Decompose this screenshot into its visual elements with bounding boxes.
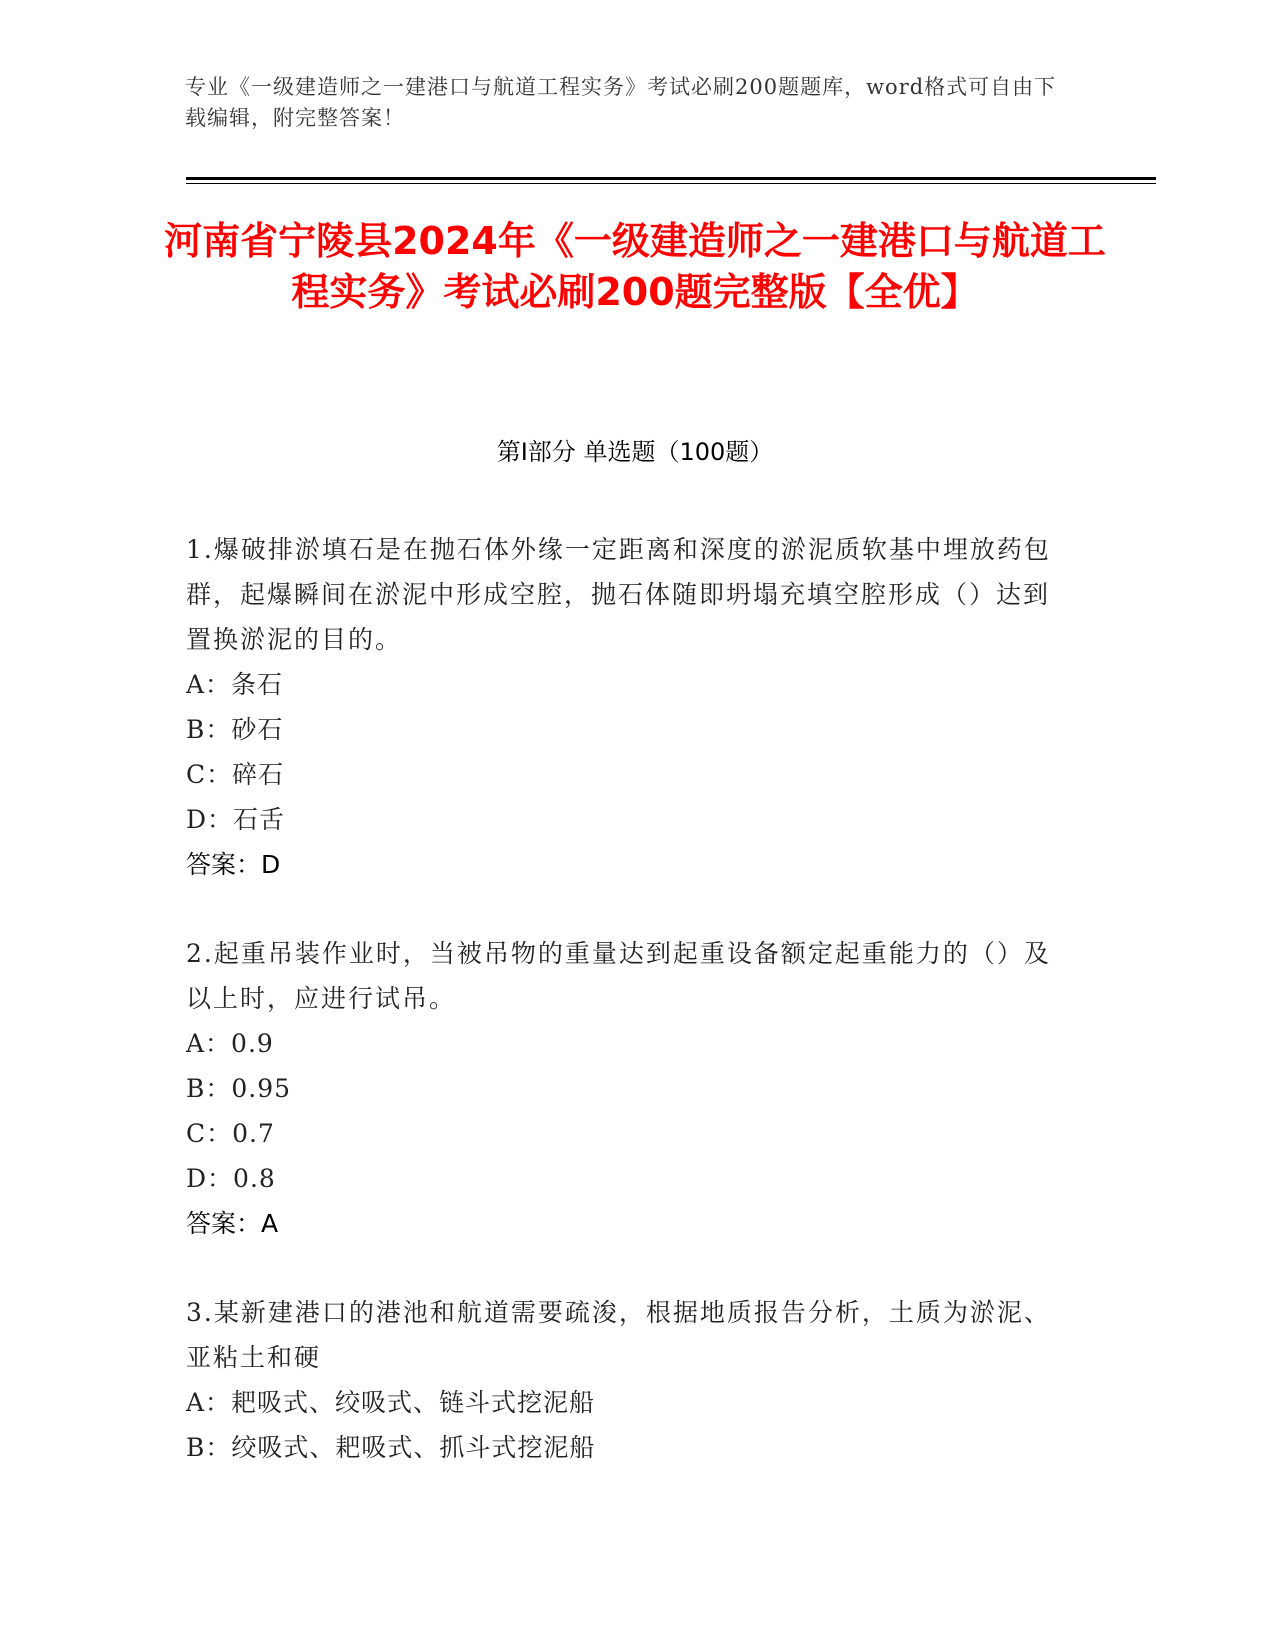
answer-text: 答案：D [186, 850, 281, 879]
question-1 [186, 527, 1066, 887]
option-d: D：石舌 [186, 805, 286, 834]
header-intro-text: 专业《一级建造师之一建港口与航道工程实务》考试必刷200题题库，word格式可自由下载编辑，附完整答案！ [185, 75, 1057, 130]
question-stem: 1.爆破排淤填石是在抛石体外缘一定距离和深度的淤泥质软基中埋放药包群，起爆瞬间在淤泥中形成空腔，抛石体随即坍塌充填空腔形成（）达到置换淤泥的目的。 [186, 535, 1051, 654]
option-b: B：0.95 [186, 1074, 292, 1103]
option-c: C：碎石 [186, 760, 285, 789]
option-a: A：耙吸式、绞吸式、链斗式挖泥船 [186, 1388, 596, 1417]
header-divider-thin [186, 183, 1156, 184]
question-stem: 3.某新建港口的港池和航道需要疏浚，根据地质报告分析，土质为淤泥、亚粘土和硬 [186, 1298, 1051, 1372]
option-d: D：0.8 [186, 1164, 276, 1193]
section-title: 第Ⅰ部分 单选题（100题） [496, 438, 774, 466]
option-b: B：砂石 [186, 715, 284, 744]
question-2 [186, 931, 1066, 1246]
document-title: 河南省宁陵县2024年《一级建造师之一建港口与航道工程实务》考试必刷200题完整版【全优】 [164, 219, 1106, 314]
option-a: A：0.9 [186, 1029, 274, 1058]
option-b: B：绞吸式、耙吸式、抓斗式挖泥船 [186, 1433, 596, 1462]
option-a: A：条石 [186, 670, 284, 699]
header-divider-thick [186, 177, 1156, 180]
option-c: C：0.7 [186, 1119, 275, 1148]
question-stem: 2.起重吊装作业时，当被吊物的重量达到起重设备额定起重能力的（）及以上时，应进行试吊。 [186, 939, 1051, 1013]
answer-text: 答案：A [186, 1209, 279, 1238]
question-list [186, 527, 1066, 1514]
question-3 [186, 1290, 1066, 1470]
